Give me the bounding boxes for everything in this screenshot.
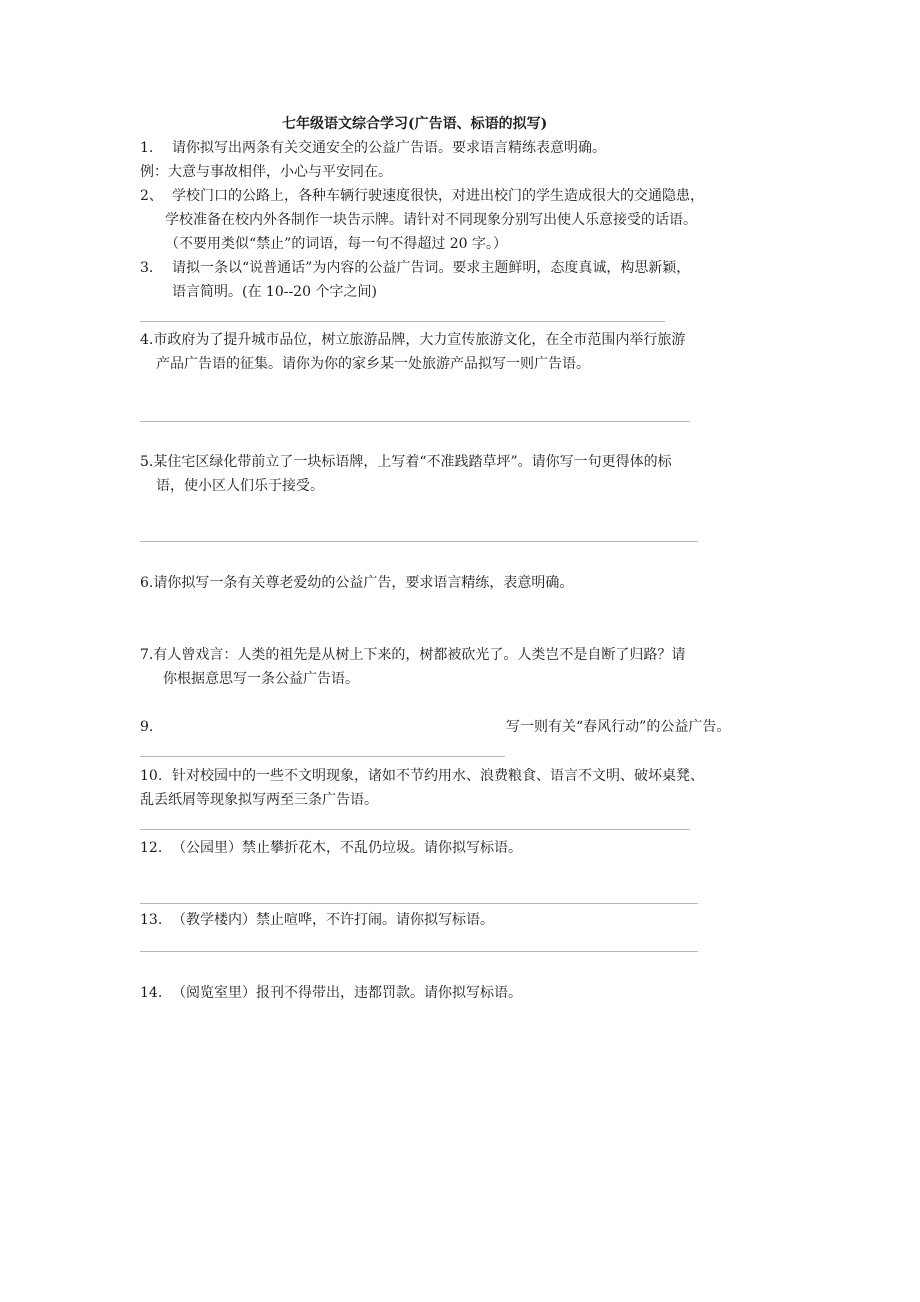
question-14-text: （阅览室里）报刊不得带出，违都罚款。请你拟写标语。: [172, 985, 522, 1001]
question-12-text: （公园里）禁止攀折花木，不乱仍垃圾。请你拟写标语。: [172, 840, 522, 856]
answer-line-4: [140, 421, 690, 422]
question-2-line-3: （不要用类似“禁止”的词语，每一句不得超过 20 字。）: [165, 236, 508, 252]
example-text: 例：大意与事故相伴，小心与平安同在。: [140, 164, 392, 180]
answer-line-10: [140, 829, 690, 830]
question-7-line-2: 你根据意思写一条公益广告语。: [163, 671, 359, 687]
question-12-number: 12.: [140, 840, 163, 856]
question-5-line-1: 5.某住宅区绿化带前立了一块标语牌，上写着“不准践踏草坪”。请你写一句更得体的标: [140, 454, 672, 470]
question-10-number: 10.: [140, 768, 163, 784]
question-13-text: （教学楼内）禁止喧哗，不许打闹。请你拟写标语。: [172, 912, 494, 928]
question-10-line-2: 乱丢纸屑等现象拟写两至三条广告语。: [140, 792, 378, 808]
question-4-line-2: 产品广告语的征集。请你为你的家乡某一处旅游产品拟写一则广告语。: [156, 356, 590, 372]
question-5-line-2: 语，使小区人们乐于接受。: [156, 478, 324, 494]
answer-line-13: [140, 951, 698, 952]
question-14-number: 14.: [140, 985, 163, 1001]
answer-line-9: [140, 756, 505, 757]
question-3-number: 3.: [140, 260, 154, 276]
question-3-line-1: 请拟一条以“说普通话”为内容的公益广告词。要求主题鲜明，态度真诚，构思新颖，: [172, 260, 691, 276]
question-4-line-1: 4.市政府为了提升城市品位，树立旅游品牌，大力宣传旅游文化，在全市范围内举行旅游: [140, 332, 686, 348]
question-13-number: 13.: [140, 912, 163, 928]
question-1-number: 1.: [140, 140, 154, 156]
question-1-text: 请你拟写出两条有关交通安全的公益广告语。要求语言精练表意明确。: [172, 140, 606, 156]
question-9-text: 写一则有关“春风行动”的公益广告。: [506, 719, 731, 735]
answer-line-12: [140, 903, 698, 904]
question-6-line-1: 6.请你拟写一条有关尊老爱幼的公益广告，要求语言精练，表意明确。: [140, 575, 574, 591]
question-2-number: 2、: [140, 188, 163, 204]
question-7-line-1: 7.有人曾戏言：人类的祖先是从树上下来的，树都被砍光了。人类岂不是自断了归路？请: [140, 647, 686, 663]
answer-line-5: [140, 541, 698, 542]
question-3-line-2: 语言简明。(在 10--20 个字之间): [172, 284, 377, 300]
question-9-number: 9.: [140, 719, 154, 735]
page-title: 七年级语文综合学习(广告语、标语的拟写): [282, 116, 548, 132]
question-10-line-1: 针对校园中的一些不文明现象，诸如不节约用水、浪费粮食、语言不文明、破坏桌凳、: [172, 768, 704, 784]
question-2-line-2: 学校准备在校内外各制作一块告示牌。请针对不同现象分别写出使人乐意接受的话语。: [165, 212, 697, 228]
answer-line-3: [140, 321, 665, 322]
question-2-line-1: 学校门口的公路上，各种车辆行驶速度很快，对进出校门的学生造成很大的交通隐患，: [172, 188, 704, 204]
